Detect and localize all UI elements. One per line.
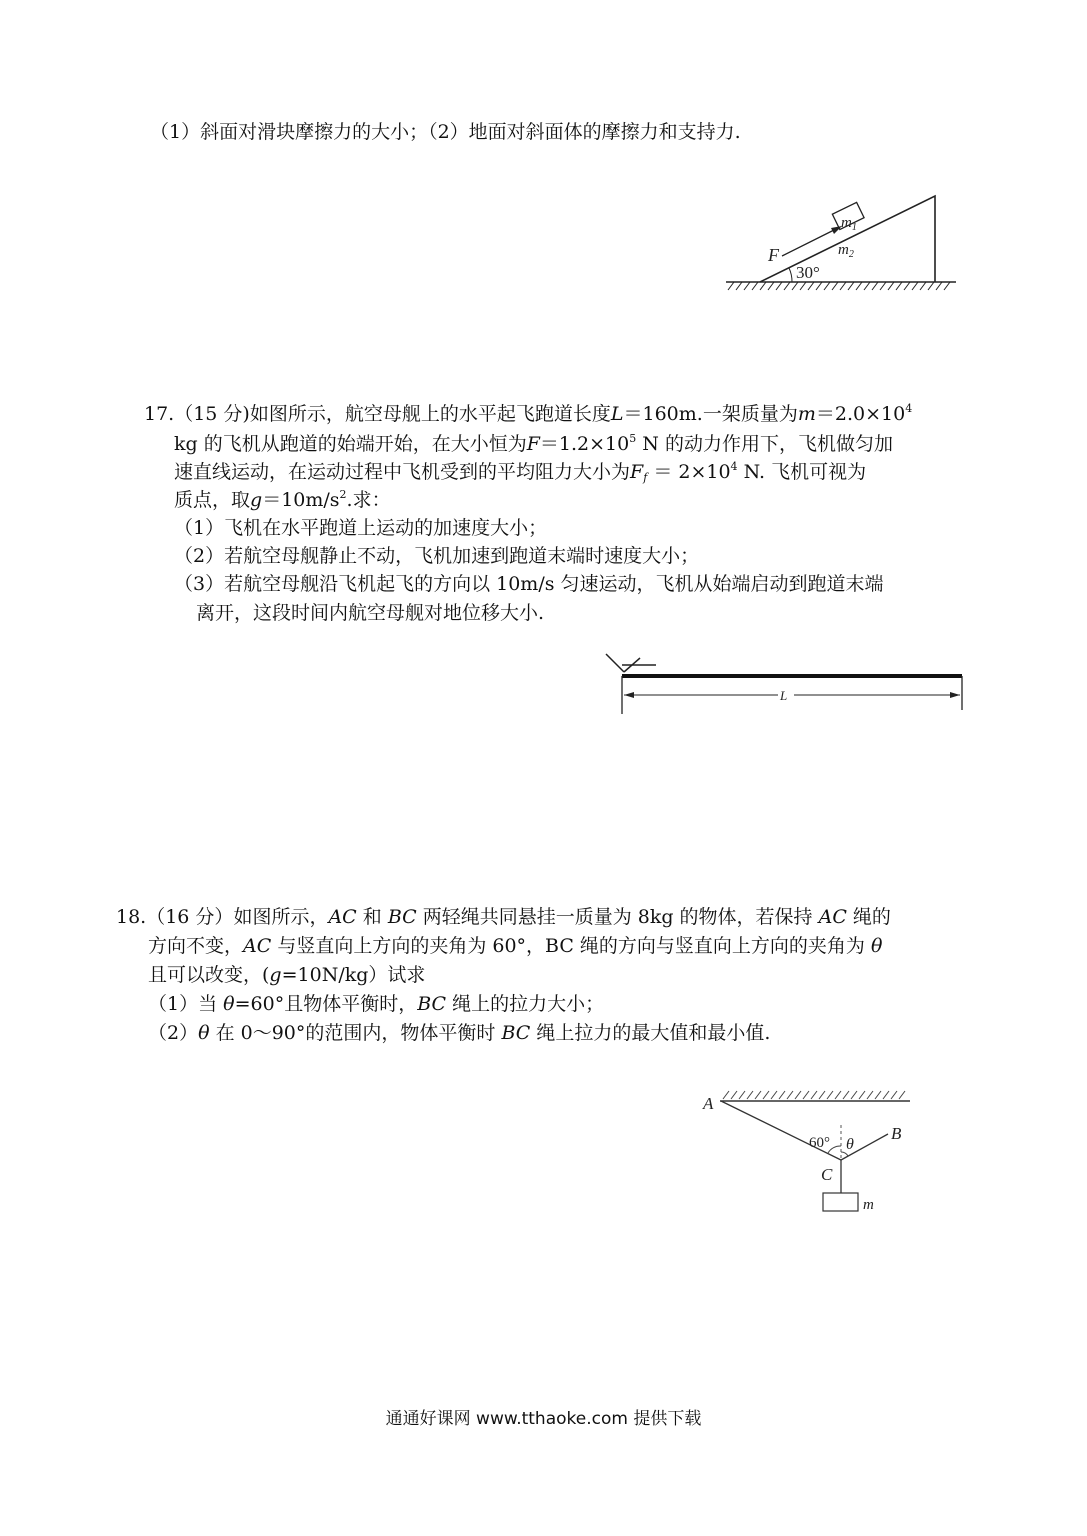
q17-text: 质点，取 [174, 489, 251, 511]
q17-exponent: 5 [629, 432, 637, 445]
q18-text: （2） [148, 1022, 199, 1044]
m2-label: $m_2$ [838, 242, 854, 260]
q18-var: g [269, 964, 282, 986]
q18-text: 和 [356, 906, 388, 928]
q18-score: （16 分） [146, 906, 234, 928]
q18-line-3 [148, 960, 425, 990]
q16-subquestions [150, 117, 741, 147]
incline-figure [720, 190, 970, 295]
q18-text: 与竖直向上方向的夹角为 60°，BC 绳的方向与竖直向上方向的夹角为 [271, 935, 871, 957]
q16-line: （1）斜面对滑块摩擦力的大小；（2）地面对斜面体的摩擦力和支持力. [150, 121, 741, 143]
q17-sub-2: （2）若航空母舰静止不动，飞机加速到跑道末端时速度大小； [174, 545, 700, 567]
q17-var: g [250, 489, 263, 511]
q18-sub-1 [148, 989, 604, 1019]
q18-var: AC [243, 935, 272, 957]
ropes-figure [695, 1085, 920, 1220]
q17-line-3 [174, 457, 866, 487]
q18-number: 18. [116, 906, 147, 928]
length-label: L [780, 688, 788, 703]
q17-text: ＝2.0×10 [815, 403, 906, 425]
label-A: A [703, 1094, 714, 1113]
angle-theta-label: θ [846, 1136, 854, 1153]
q17-text: kg 的飞机从跑道的始端开始，在大小恒为 [174, 433, 527, 455]
angle-label: 30° [796, 263, 820, 282]
label-B: B [891, 1124, 902, 1143]
q17-subscript: f [643, 471, 648, 484]
q18-text: =60°且物体平衡时， [234, 993, 418, 1015]
force-arrow [782, 228, 838, 256]
q18-text: 方向不变， [148, 935, 244, 957]
q18-var: BC [417, 993, 447, 1015]
dimension-arrow-left [624, 692, 634, 698]
q17-line-2 [174, 429, 893, 459]
q17-sub-3a: （3）若航空母舰沿飞机起飞的方向以 10m/s 匀速运动，飞机从始端启动到跑道末端 [174, 573, 884, 595]
q18-var: BC [387, 906, 417, 928]
q17-text: 速直线运动，在运动过程中飞机受到的平均阻力大小为 [174, 461, 631, 483]
q17-exponent: 4 [730, 460, 738, 473]
q18-text: 如图所示， [233, 906, 329, 928]
footer-credit: 通通好课网 www.tthaoke.com 提供下载 [385, 1409, 702, 1429]
q17-score: （15 分) [174, 403, 250, 425]
force-label: F [768, 245, 779, 265]
q17-var: m [797, 403, 816, 425]
q17-var: F [630, 461, 644, 483]
q17-var: L [610, 403, 624, 425]
q17-text: N. 飞机可视为 [737, 461, 867, 483]
mass-block [823, 1193, 858, 1211]
q17-text: ＝ 2×10 [647, 461, 731, 483]
q18-text: 绳上的拉力大小； [446, 993, 605, 1015]
q17-text: ＝160m.一架质量为 [623, 403, 798, 425]
q17-text: ＝10m/s [262, 489, 340, 511]
q17-number: 17. [144, 403, 175, 425]
q17-var: F [526, 433, 540, 455]
q17-sub-1: （1）飞机在水平跑道上运动的加速度大小； [174, 517, 548, 539]
runway-figure [600, 648, 970, 718]
rope-AC [721, 1101, 841, 1160]
q17-text: 如图所示，航空母舰上的水平起飞跑道长度 [249, 403, 611, 425]
q17-line-4 [174, 485, 391, 515]
q18-var: AC [818, 906, 847, 928]
q17-exponent: 2 [339, 488, 347, 501]
q18-var: θ [223, 993, 235, 1015]
m1-label: $m_1$ [841, 215, 857, 233]
q18-line-2 [148, 931, 882, 961]
label-m: m [863, 1197, 874, 1213]
angle-60-label: 60° [809, 1135, 830, 1151]
q17-text: N 的动力作用下，飞机做匀加 [636, 433, 893, 455]
q18-var: BC [501, 1022, 531, 1044]
q18-text: =10N/kg）试求 [281, 964, 426, 986]
q18-var: θ [198, 1022, 210, 1044]
ceiling-hatching [723, 1091, 905, 1099]
q18-line-1 [116, 902, 891, 932]
q17-text: .求： [346, 489, 391, 511]
q18-sub-2 [148, 1018, 770, 1048]
ground-hatching [726, 282, 956, 290]
q18-text: 绳上拉力的最大值和最小值. [530, 1022, 771, 1044]
q18-var: θ [870, 935, 883, 957]
airplane-icon [606, 654, 656, 672]
q18-text: 且可以改变，( [148, 964, 270, 986]
q18-text: 绳的 [846, 906, 891, 928]
q17-sub-3b: 离开，这段时间内航空母舰对地位移大小. [196, 602, 545, 624]
q18-var: AC [328, 906, 357, 928]
angle-arc [789, 268, 792, 282]
q17-exponent: 4 [905, 402, 913, 415]
label-C: C [821, 1165, 833, 1184]
dimension-arrow-right [950, 692, 960, 698]
q17-line-1 [144, 399, 912, 429]
q18-text: 在 0～90°的范围内，物体平衡时 [209, 1022, 502, 1044]
q17-text: ＝1.2×10 [539, 433, 630, 455]
q18-text: （1）当 [148, 993, 224, 1015]
q18-text: 两轻绳共同悬挂一质量为 8kg 的物体，若保持 [416, 906, 819, 928]
